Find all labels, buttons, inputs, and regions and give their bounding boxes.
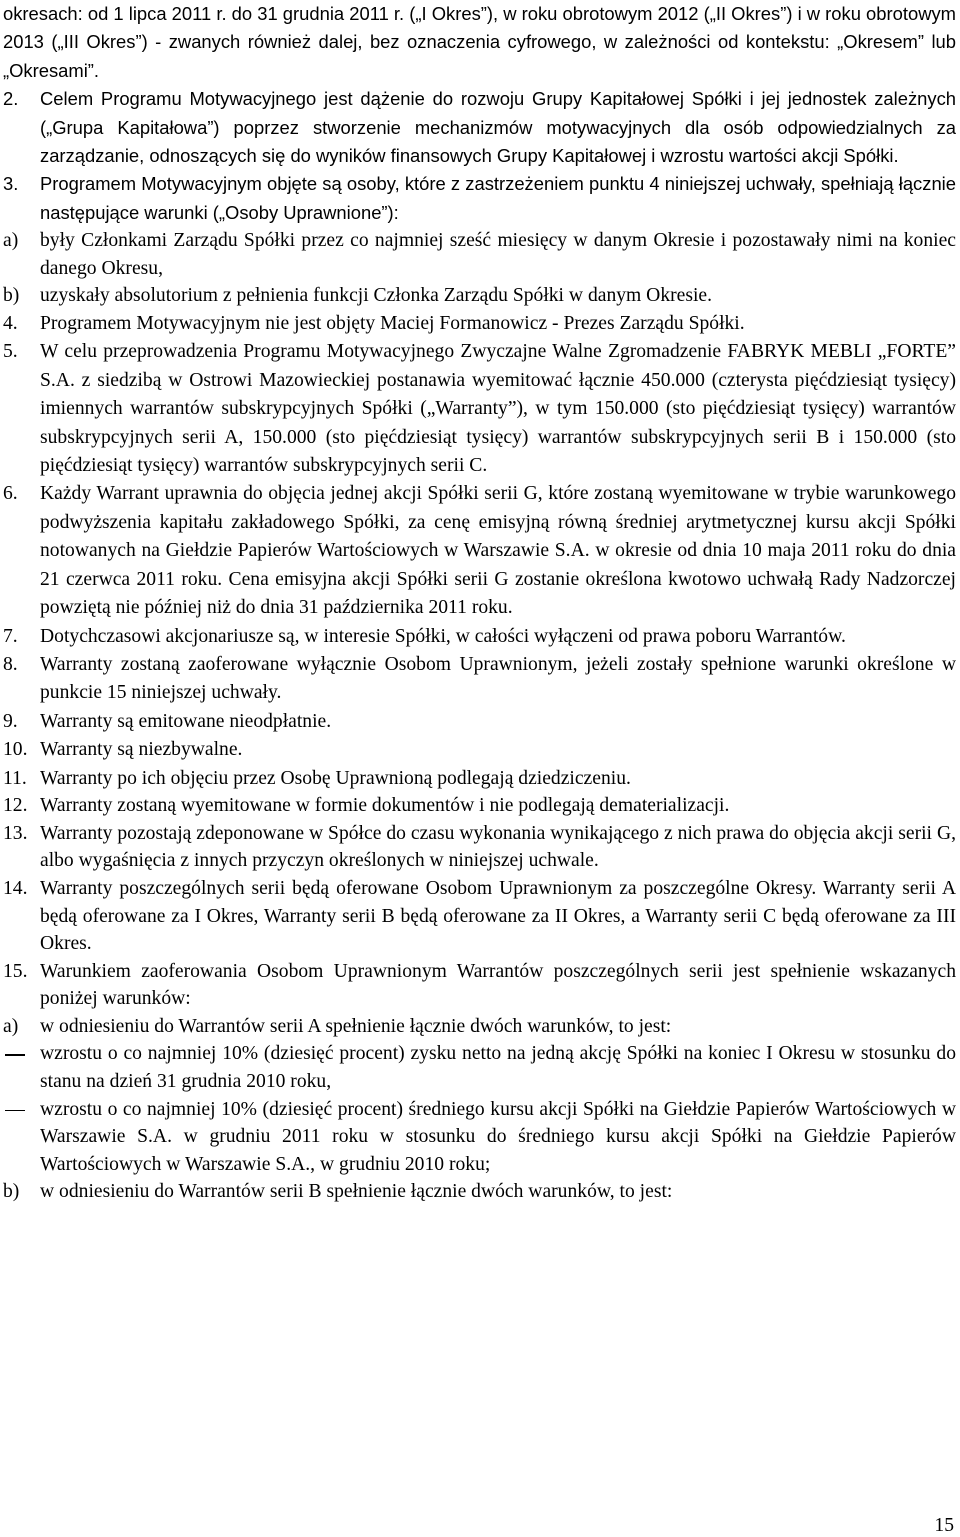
sub-item-label: b) bbox=[3, 1181, 20, 1203]
item-number: 4. bbox=[3, 313, 18, 335]
list-item bbox=[3, 480, 956, 622]
list-item bbox=[3, 736, 956, 764]
dash-item-text: wzrostu o co najmniej 10% (dziesięć procent) średniego kursu akcji Spółki na Giełdzie Papierów Wartościowych w Warszawie S.A. w grudniu 2011 roku w stosunku do średniego kursu akcji Spółki na Giełdzie Papierów Wartościowych w Warszawie S.A., w grudniu 2010 roku; bbox=[40, 1098, 956, 1175]
item-number: 7. bbox=[3, 625, 18, 647]
item-text: Warranty są niezbywalne. bbox=[40, 739, 243, 761]
sub-item bbox=[3, 282, 956, 310]
list-item bbox=[3, 708, 956, 736]
page-number: 15 bbox=[934, 1515, 954, 1536]
item-text: Warranty pozostają zdeponowane w Spółce do czasu wykonania wynikającego z nich prawa do objęcia akcji serii G, albo wygaśnięcia z innych przyczyn określonych w niniejszej uchwale. bbox=[40, 822, 956, 872]
item-text: Warranty poszczególnych serii będą oferowane Osobom Uprawnionym za poszczególne Okresy. Warranty serii A będą oferowane za I Okres, Warranty serii B będą oferowane za II Okres, a Warranty serii C będą oferowane za III Okres. bbox=[40, 877, 956, 955]
dash-item bbox=[3, 1040, 956, 1095]
item-text: Warranty są emitowane nieodpłatnie. bbox=[40, 710, 332, 732]
list-item bbox=[3, 765, 956, 793]
sub-item-label: b) bbox=[3, 285, 20, 307]
item-text: Dotychczasowi akcjonariusze są, w interesie Spółki, w całości wyłączeni od prawa poboru Warrantów. bbox=[40, 625, 846, 647]
item-number: 12. bbox=[3, 795, 28, 817]
item-number: 13. bbox=[3, 822, 28, 844]
list-item bbox=[3, 875, 956, 958]
list-item bbox=[3, 651, 956, 708]
sub-item-text: były Członkami Zarządu Spółki przez co najmniej sześć miesięcy w danym Okresie i pozostawały nimi na koniec danego Okresu, bbox=[40, 230, 956, 279]
sub-item-text: uzyskały absolutorium z pełnienia funkcji Członka Zarządu Spółki w danym Okresie. bbox=[40, 285, 713, 307]
sub-item bbox=[3, 1013, 956, 1041]
item-number: 5. bbox=[3, 341, 18, 363]
item-text: W celu przeprowadzenia Programu Motywacyjnego Zwyczajne Walne Zgromadzenie FABRYK MEBLI „FORTE” S.A. z siedzibą w Ostrowi Mazowieckiej postanawia wyemitować łącznie 450.000 (czterysta pięćdziesiąt tysięcy) imiennych warrantów subskrypcyjnych Spółki („Warranty”), w tym 150.000 (sto pięćdziesiąt tysięcy) warrantów subskrypcyjnych serii A, 150.000 (sto pięćdziesiąt tysięcy) warrantów subskrypcyjnych serii B i 150.000 (sto pięćdziesiąt tysięcy) warrantów subskrypcyjnych serii C. bbox=[40, 341, 956, 477]
item-text: Każdy Warrant uprawnia do objęcia jednej akcji Spółki serii G, które zostaną wyemitowane w trybie warunkowego podwyższenia kapitału zakładowego Spółki, za cenę emisyjną równą średniej arytmetycznej kursu akcji Spółki notowanych na Giełdzie Papierów Wartościowych w Warszawie S.A. w okresie od dnia 10 maja 2011 roku do dnia 21 czerwca 2011 roku. Cena emisyjna akcji Spółki serii G zostanie określona kwotowo uchwałą Rady Nadzorczej powziętą nie później niż do dnia 31 października 2011 roku. bbox=[40, 483, 956, 619]
dash-item bbox=[3, 1096, 956, 1179]
list-item bbox=[3, 310, 956, 338]
list-item bbox=[3, 338, 956, 480]
intro-paragraph: okresach: od 1 lipca 2011 r. do 31 grudnia 2011 r. („I Okres”), w roku obrotowym 2012 („II Okres”) i w roku obrotowym 2013 („III Okres”) - zwanych również dalej, bez oznaczenia cyfrowego, w zależności od kontekstu: „Okresem” lub „Okresami”. bbox=[3, 3, 956, 81]
sub-item bbox=[3, 227, 956, 282]
list-item bbox=[3, 792, 956, 820]
list-item bbox=[3, 170, 956, 227]
item-text: Warranty zostaną wyemitowane w formie dokumentów i nie podlegają dematerializacji. bbox=[40, 795, 730, 817]
item-number: 14. bbox=[3, 877, 28, 899]
item-text: Programem Motywacyjnym objęte są osoby, które z zastrzeżeniem punktu 4 niniejszej uchwały, spełniają łącznie następujące warunki („Osoby Uprawnione”): bbox=[40, 173, 956, 223]
sub-item-text: w odniesieniu do Warrantów serii B spełnienie łącznie dwóch warunków, to jest: bbox=[40, 1181, 673, 1203]
dash-bullet-icon bbox=[3, 1096, 40, 1179]
item-number: 11. bbox=[3, 767, 27, 789]
list-item bbox=[3, 85, 956, 170]
sub-item bbox=[3, 1178, 956, 1206]
item-number: 9. bbox=[3, 710, 18, 732]
dash-item-text: wzrostu o co najmniej 10% (dziesięć procent) zysku netto na jedną akcję Spółki na koniec I Okresu w stosunku do stanu na dzień 31 grudnia 2010 roku, bbox=[40, 1043, 956, 1093]
list-item bbox=[3, 820, 956, 875]
dash-bullet-icon bbox=[3, 1040, 40, 1095]
list-item bbox=[3, 958, 956, 1013]
item-text: Warunkiem zaoferowania Osobom Uprawnionym Warrantów poszczególnych serii jest spełnienie wskazanych poniżej warunków: bbox=[40, 960, 956, 1010]
item-number: 2. bbox=[3, 88, 19, 110]
sub-item-label: a) bbox=[3, 230, 19, 252]
item-text: Programem Motywacyjnym nie jest objęty Maciej Formanowicz - Prezes Zarządu Spółki. bbox=[40, 313, 745, 335]
item-text: Warranty zostaną zaoferowane wyłącznie Osobom Uprawnionym, jeżeli zostały spełnione warunki określone w punkcie 15 niniejszej uchwały. bbox=[40, 653, 956, 704]
sub-item-text: w odniesieniu do Warrantów serii A spełnienie łącznie dwóch warunków, to jest: bbox=[40, 1015, 672, 1037]
item-text: Warranty po ich objęciu przez Osobę Uprawnioną podlegają dziedziczeniu. bbox=[40, 767, 631, 789]
item-number: 6. bbox=[3, 483, 18, 505]
item-number: 8. bbox=[3, 653, 18, 675]
sub-item-label: a) bbox=[3, 1015, 19, 1037]
item-number: 10. bbox=[3, 739, 28, 761]
item-number: 3. bbox=[3, 173, 19, 195]
item-number: 15. bbox=[3, 960, 28, 982]
list-item bbox=[3, 623, 956, 651]
item-text: Celem Programu Motywacyjnego jest dążenie do rozwoju Grupy Kapitałowej Spółki i jej jednostek zależnych („Grupa Kapitałowa”) poprzez stworzenie mechanizmów motywacyjnych dla osób odpowiedzialnych za zarządzanie, odnoszących się do wyników finansowych Grupy Kapitałowej i wzrostu wartości akcji Spółki. bbox=[40, 88, 956, 167]
